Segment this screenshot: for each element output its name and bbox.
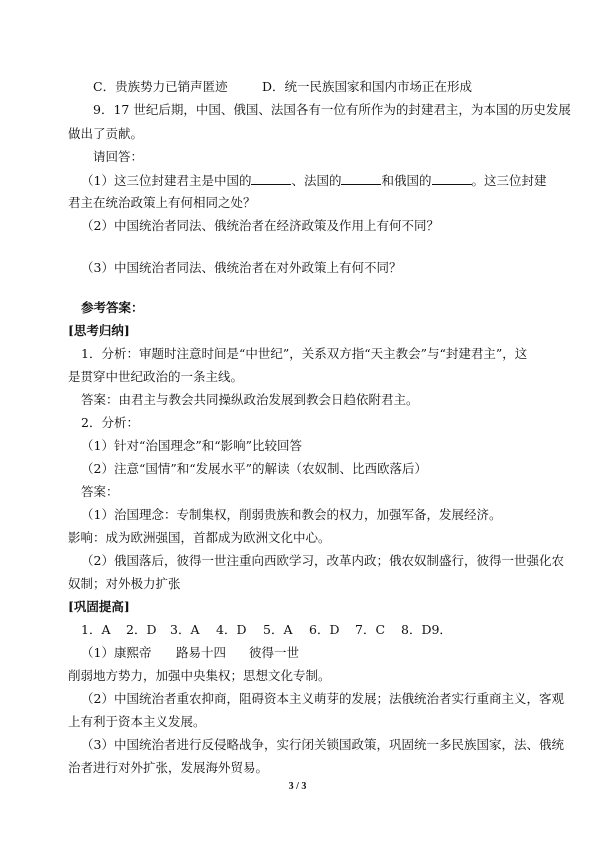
a1-line1: 1．分析：审题时注意时间是“中世纪”，关系双方指“天主教会”与“封建君主”，这 — [81, 346, 528, 361]
q9-answer1-russia: 彼得一世 — [249, 645, 300, 660]
q9-prompt: 请回答： — [93, 149, 144, 164]
a2-answer-label: 答案： — [81, 484, 119, 499]
q9-answer2-line2: 上有利于资本主义发展。 — [68, 714, 206, 729]
q8-option-d: D．统一民族国家和国内市场正在形成 — [262, 79, 473, 94]
choice-answer: 4．D — [216, 622, 247, 637]
choice-answers-row — [81, 622, 452, 638]
q9-part1 — [81, 172, 547, 189]
choice-answer: 5．A — [263, 622, 293, 637]
a1-line2: 是贯穿中世纪政治的一条主线。 — [68, 369, 244, 384]
q9-part2: （2）中国统治者同法、俄统治者在经济政策及作用上有何不同？ — [81, 218, 439, 233]
q9-part1-text-b: 、法国的 — [291, 173, 342, 188]
q9-part1-text-d: 。这三位封建 — [471, 173, 547, 188]
answer-blank — [341, 172, 381, 185]
q9-answer3-line2: 治者进行对外扩张，发展海外贸易。 — [68, 760, 269, 775]
section-title-thinking: [思考归纳] — [68, 323, 130, 338]
section-title-consolidate: [巩固提高] — [68, 599, 130, 614]
choice-answer: 8．D9． — [401, 622, 452, 637]
q9-answer1 — [81, 645, 299, 661]
answers-heading: 参考答案： — [81, 300, 144, 315]
q9-part3: （3）中国统治者同法、俄统治者在对外政策上有何不同？ — [81, 260, 402, 275]
q9-answer1-france: 路易十四 — [176, 645, 227, 660]
answer-blank — [251, 172, 291, 185]
a1-answer: 答案：由君主与教会共同操纵政治发展到教会日趋依附君主。 — [81, 392, 419, 407]
choice-answer: 6．D — [309, 622, 340, 637]
choice-answer: 1．A — [81, 622, 111, 637]
a2-point1: （1）针对“治国理念”和“影响”比较回答 — [81, 438, 303, 453]
answer-blank — [432, 172, 472, 185]
q9-answer2-line1: （2）中国统治者重农抑商，阻碍资本主义萌芽的发展；法俄统治者实行重商主义，客观 — [81, 691, 564, 706]
q9-answer1-line2: 削弱地方势力，加强中央集权；思想文化专制。 — [68, 668, 331, 683]
a2-point2: （2）注意“国情”和“发展水平”的解读（农奴制、比西欧落后） — [81, 461, 428, 476]
a2-influence: 影响：成为欧洲强国，首都成为欧洲文化中心。 — [68, 530, 331, 545]
a2-answer2-line1: （2）俄国落后，彼得一世注重向西欧学习，改革内政；俄农奴制盛行，彼得一世强化农 — [81, 553, 564, 568]
q9-part1-line2: 君主在统治政策上有何相同之处？ — [68, 195, 256, 210]
page-number: 3 / 3 — [288, 781, 307, 792]
q8-option-c: C．贵族势力已销声匿迹 — [93, 79, 228, 94]
q9-stem-line2: 做出了贡献。 — [68, 126, 144, 141]
choice-answer: 7．C — [355, 622, 386, 637]
choice-answer: 2．D — [126, 622, 157, 637]
q9-part1-text-c: 和俄国的 — [381, 173, 432, 188]
a2-title: 2．分析： — [81, 415, 139, 430]
a2-answer2-line2: 奴制；对外极力扩张 — [68, 576, 181, 591]
q9-stem-line1: 9．17 世纪后期，中国、俄国、法国各有一位有所作为的封建君主，为本国的历史发展 — [93, 102, 571, 117]
q9-answer1-china: （1）康熙帝 — [81, 645, 152, 660]
a2-answer1: （1）治国理念：专制集权，削弱贵族和教会的权力，加强军备，发展经济。 — [81, 507, 502, 522]
q9-part1-text-a: （1）这三位封建君主是中国的 — [81, 173, 252, 188]
choice-answer: 3．A — [170, 622, 200, 637]
q9-answer3-line1: （3）中国统治者进行反侵略战争，实行闭关锁国政策，巩固统一多民族国家，法、俄统 — [81, 737, 564, 752]
